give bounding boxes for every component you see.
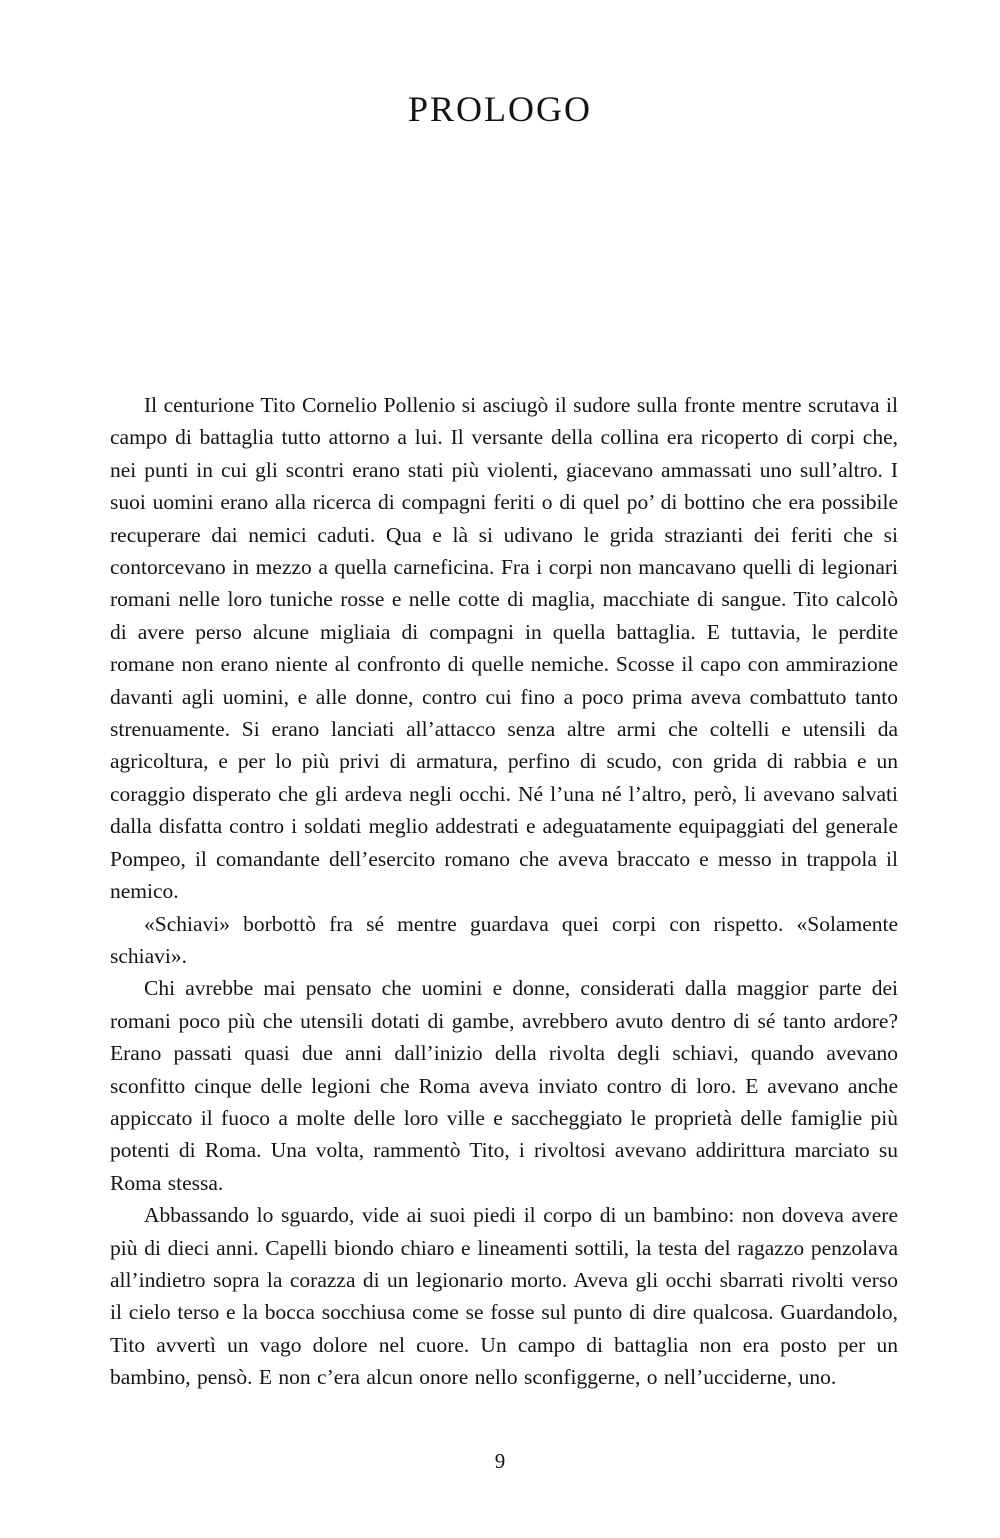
paragraph-3: Chi avrebbe mai pensato che uomini e donne, considerati dalla maggior parte dei romani poco più che utensili dotati di gambe, avrebbero avuto dentro di sé tanto ardore? Erano passati quasi due anni dall’inizio della rivolta degli schiavi, quando avevano sconfitto cinque delle legioni che Roma aveva inviato contro di loro. E avevano anche appiccato il fuoco a molte delle loro ville e saccheggiato le proprietà delle famiglie più potenti di Roma. Una volta, rammentò Tito, i rivoltosi avevano addirittura marciato su Roma stessa. xyxy=(110,976,898,1195)
chapter-title: PROLOGO xyxy=(407,89,592,129)
page-number: 9 xyxy=(494,1449,506,1473)
paragraph-2: «Schiavi» borbottò fra sé mentre guardava quei corpi con rispetto. «Solamente schiavi». xyxy=(110,911,898,968)
body-text xyxy=(110,389,898,1394)
paragraph-4: Abbassando lo sguardo, vide ai suoi piedi il corpo di un bambino: non doveva avere più di dieci anni. Capelli biondo chiaro e lineamenti sottili, la testa del ragazzo penzolava all’indietro sopra la corazza di un legionario morto. Aveva gli occhi sbarrati rivolti verso il cielo terso e la bocca socchiusa come se fosse sul punto di dire qualcosa. Guardandolo, Tito avvertì un vago dolore nel cuore. Un campo di battaglia non era posto per un bambino, pensò. E non c’era alcun onore nello sconfiggerne, o nell’ucciderne, uno. xyxy=(110,1203,898,1390)
paragraph-1: Il centurione Tito Cornelio Pollenio si asciugò il sudore sulla fronte mentre scrutava il campo di battaglia tutto attorno a lui. Il versante della collina era ricoperto di corpi che, nei punti in cui gli scontri erano stati più violenti, giacevano ammassati uno sull’altro. I suoi uomini erano alla ricerca di compagni feriti o di quel po’ di bottino che era possibile recuperare dai nemici caduti. Qua e là si udivano le grida strazianti dei feriti che si contorcevano in mezzo a quella carneficina. Fra i corpi non mancavano quelli di legionari romani nelle loro tuniche rosse e nelle cotte di maglia, macchiate di sangue. Tito calcolò di avere perso alcune migliaia di compagni in quella battaglia. E tuttavia, le perdite romane non erano niente al confronto di quelle nemiche. Scosse il capo con ammirazione davanti agli uomini, e alle donne, contro cui fino a poco prima aveva combattuto tanto strenuamente. Si erano lanciati all’attacco senza altre armi che coltelli e utensili da agricoltura, e per lo più privi di armatura, perfino di scudo, con grida di rabbia e un coraggio disperato che gli ardeva negli occhi. Né l’una né l’altro, però, li avevano salvati dalla disfatta contro i soldati meglio addestrati e adeguatamente equipaggiati del generale Pompeo, il comandante dell’esercito romano che aveva braccato e messo in trappola il nemico. xyxy=(110,393,898,904)
